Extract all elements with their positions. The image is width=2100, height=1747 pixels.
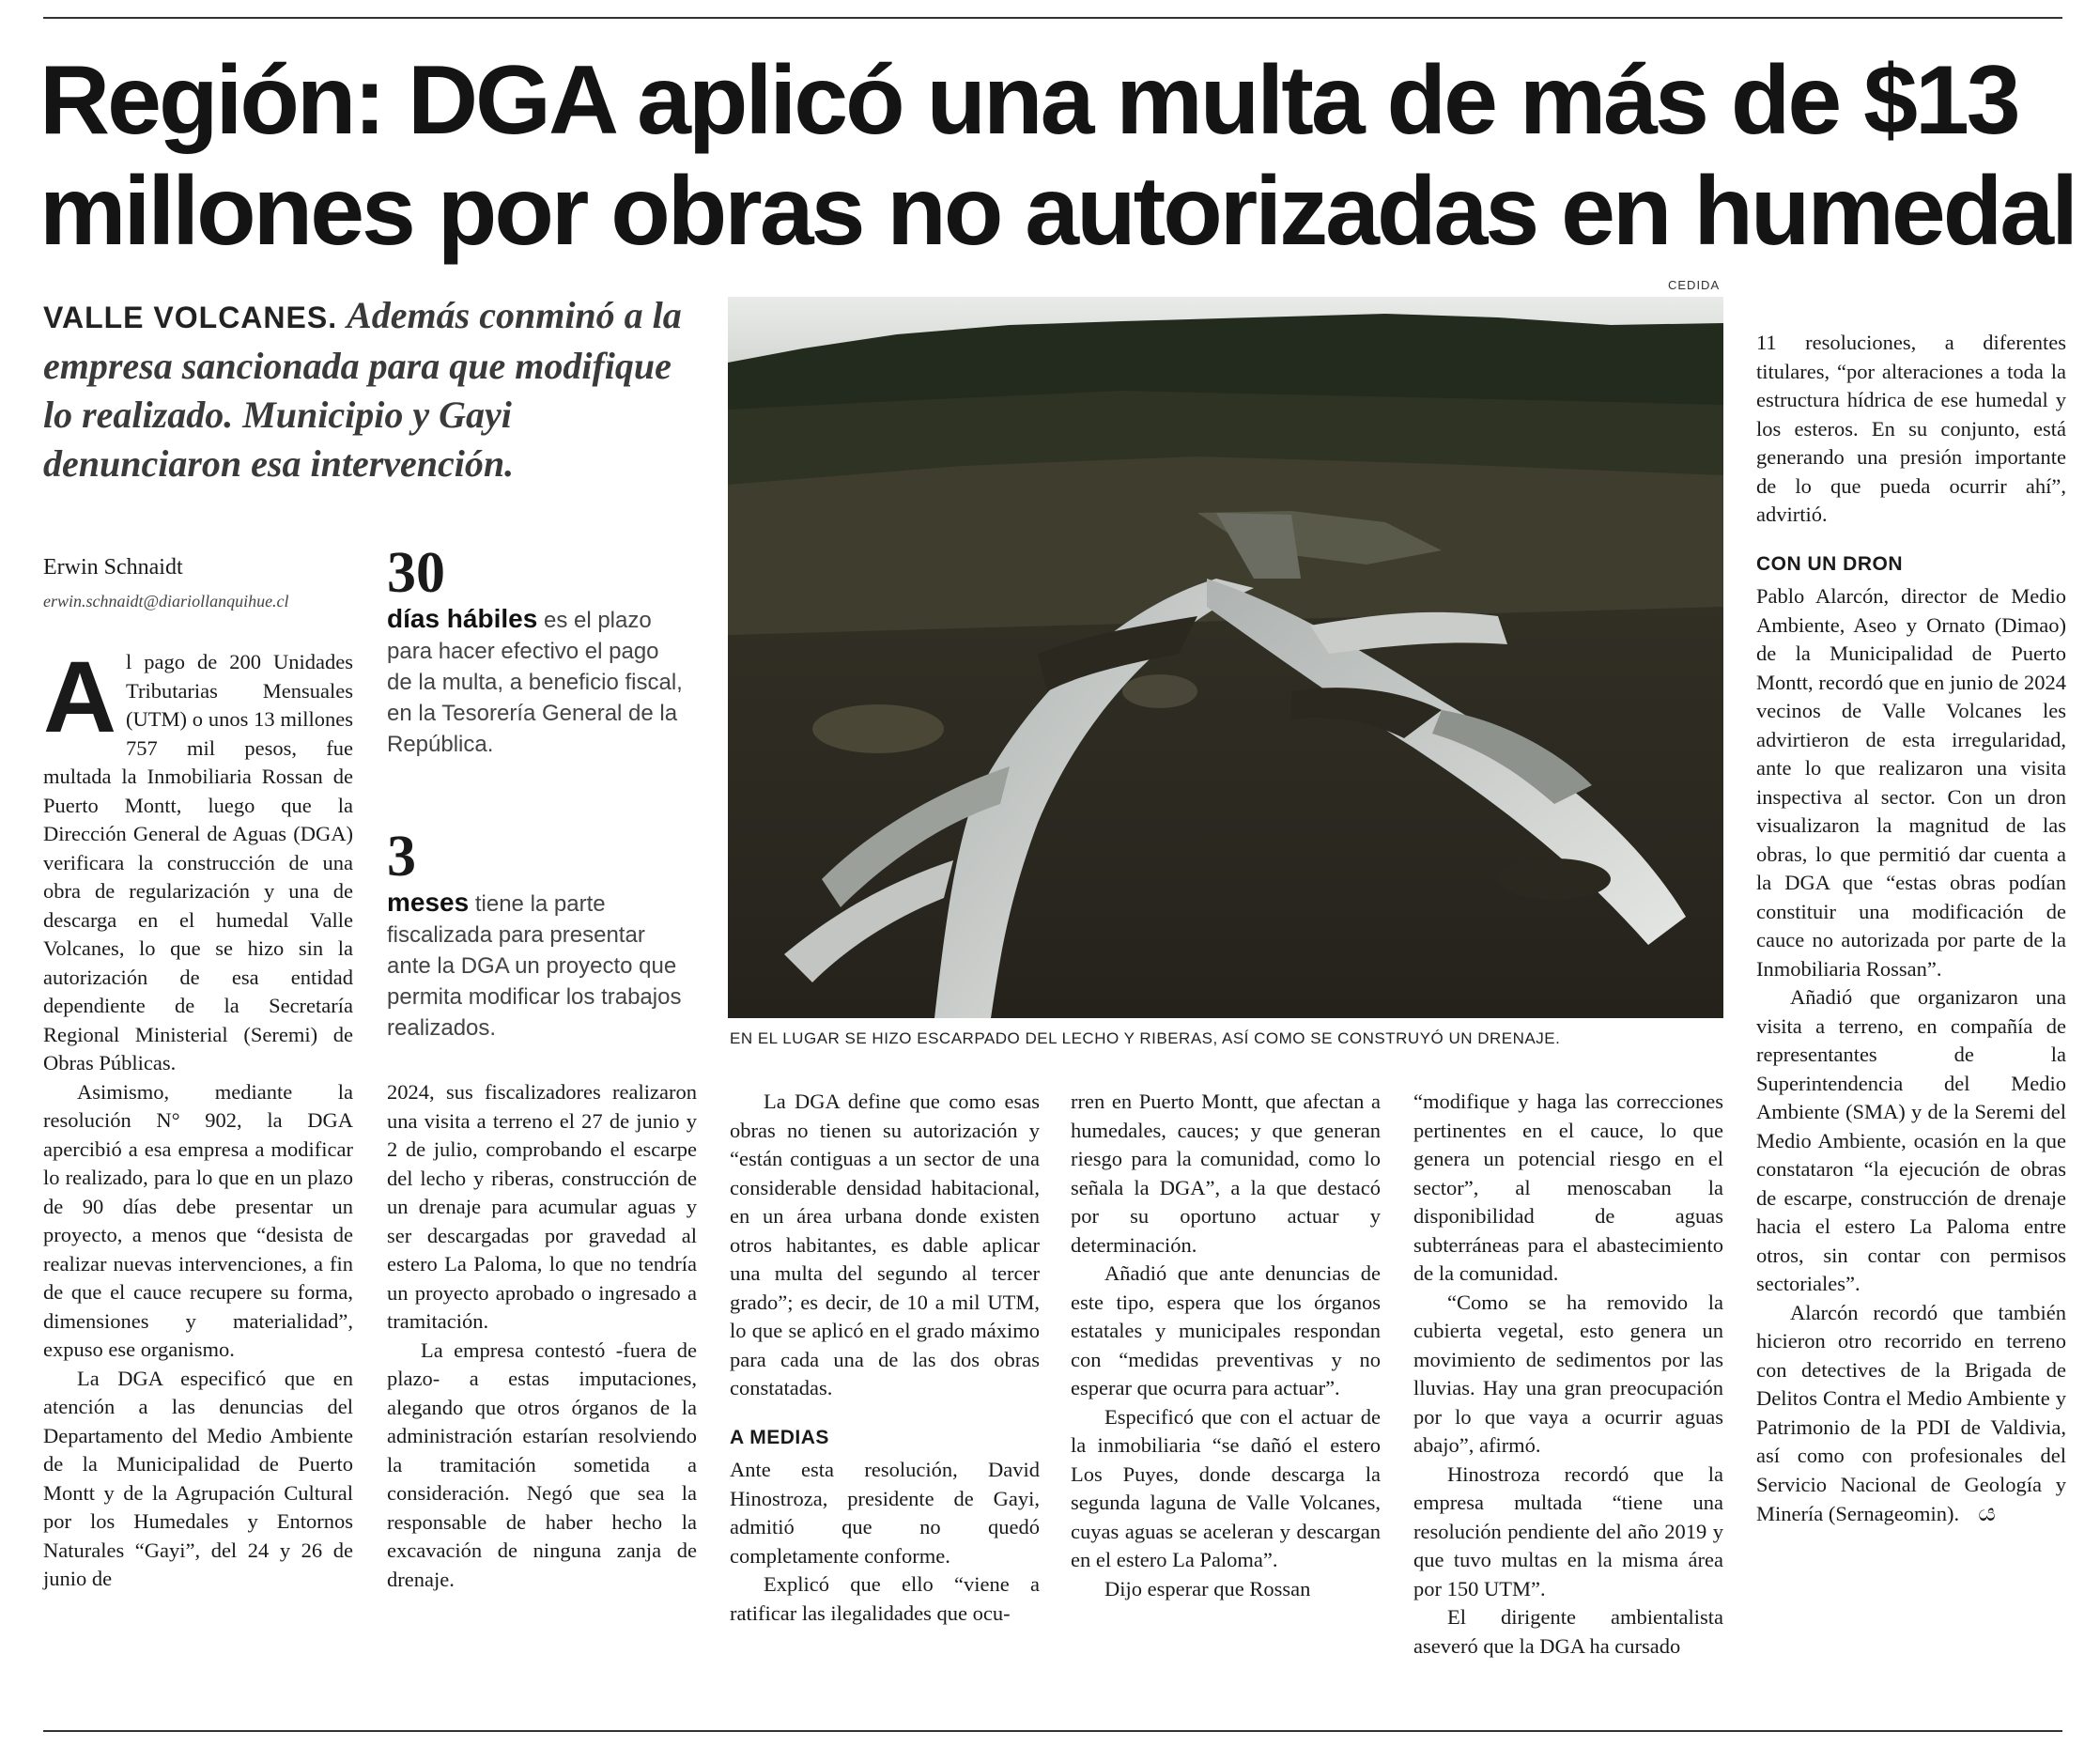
- paragraph: Ante esta resolución, David Hinostroza, presidente de Gayi, admitió que no quedó completamente conforme.: [730, 1458, 1040, 1568]
- paragraph: 2024, sus fiscalizadores realizaron una visita a terreno el 27 de junio y 2 de julio, comprobando el escarpe del lecho y riberas, construcción de un drenaje para acumular aguas y ser descargadas por gravedad al estero La Paloma, lo que no tendría un proyecto aprobado o ingresado a tramitación.: [387, 1080, 697, 1333]
- column-3: [730, 1088, 1040, 1628]
- column-4: [1071, 1088, 1381, 1603]
- end-mark-icon: ය: [1978, 1499, 1996, 1526]
- paragraph: Asimismo, mediante la resolución N° 902, la DGA apercibió a esa empresa a modificar lo realizado, para lo que en un plazo de 90 días debe presentar un proyecto, a menos que “desista de realizar nuevas intervenciones, a fin de que el cauce recupere su forma, dimensiones y materialidad”, expuso ese organismo.: [43, 1079, 353, 1361]
- paragraph: rren en Puerto Montt, que afectan a humedales, cauces; y que generan riesgo para la comunidad, como lo señala la DGA”, a la que destacó por su oportuno actuar y determinación.: [1071, 1090, 1381, 1257]
- author-name: Erwin Schnaidt: [43, 555, 183, 580]
- deck-kicker: VALLE VOLCANES.: [43, 301, 338, 334]
- subhead: CON UN DRON: [1756, 552, 1903, 575]
- subhead: A MEDIAS: [730, 1426, 829, 1448]
- fact-box-2: [387, 827, 687, 1044]
- paragraph: El dirigente ambientalista aseveró que la DGA ha cursado: [1413, 1605, 1723, 1658]
- drop-cap: A: [43, 640, 116, 753]
- bottom-rule: [43, 1730, 2062, 1732]
- fact-number: 3: [387, 825, 416, 889]
- deck-text: Además conminó a la empresa sancionada para que modifique lo realizado. Municipio y Gayi denunciaron esa intervención.: [43, 294, 682, 485]
- headline-line-2: millones por obras no autorizadas en humedal: [39, 157, 2076, 266]
- paragraph: Hinostroza recordó que la empresa multada “tiene una resolución pendiente del año 2019 y que tuvo multas en la misma área por 150 UTM”.: [1413, 1461, 1723, 1600]
- fact-box-1: [387, 543, 687, 760]
- paragraph: Añadió que organizaron una visita a terreno, en compañía de representantes de la Superintendencia del Medio Ambiente (SMA) y de la Seremi del Medio Ambiente, ocasión en la que constataron “la ejecución de obras de escarpe, construcción de drenaje hacia el estero La Paloma entre otros, sin contar con permisos sectoriales”.: [1756, 985, 2066, 1295]
- top-rule: [43, 17, 2062, 19]
- paragraph: La DGA define que como esas obras no tienen su autorización y “están contiguas a un sector de una considerable densidad habitacional, en un área urbana donde existen otros habitantes, es dable aplicar una multa del segundo al tercer grado”; es decir, de 10 a mil UTM, lo que se aplicó en el grado máximo para cada una de las dos obras constatadas.: [730, 1090, 1040, 1399]
- paragraph: La empresa contestó -fuera de plazo- a estas imputaciones, alegando que otros órganos de la administración estarían resolviendo la tramitación sometida a consideración. Negó que sea la responsable de haber hecho la excavación de ninguna zanja de drenaje.: [387, 1337, 697, 1591]
- column-6: [1756, 329, 2066, 1529]
- column-5: [1413, 1088, 1723, 1661]
- paragraph: La DGA especificó que en atención a las denuncias del Departamento del Medio Ambiente de la Municipalidad de Puerto Montt y de la Agrupación Cultural por los Humedales y Entornos Naturales “Gayi”, del 24 y 26 de junio de: [43, 1366, 353, 1590]
- paragraph: Añadió que ante denuncias de este tipo, espera que los órganos estatales y municipales respondan con “medidas preventivas y no esperar que ocurra para actuar”.: [1071, 1261, 1381, 1399]
- paragraph-text: l pago de 200 Unidades Tributarias Mensuales (UTM) o unos 13 millones 757 mil pesos, fue multada la Inmobiliaria Rossan de Puerto Montt, luego que la Dirección General de Aguas (DGA) verificara la construcción de una obra de regularización y una de descarga en el humedal Valle Volcanes, lo que se hizo sin la autorización de esa entidad dependiente de la Secretaría Regional Ministerial (Seremi) de Obras Públicas.: [43, 650, 353, 1074]
- paragraph: Especificó que con el actuar de la inmobiliaria “se dañó el estero Los Puyes, donde descarga la segunda laguna de Valle Volcanes, cuyas aguas se aceleran y descargan en el estero La Paloma”.: [1071, 1404, 1381, 1571]
- paragraph: [1756, 1299, 2066, 1529]
- fact-body: es el plazo para hacer efectivo el pago de la multa, a beneficio fiscal, en la Tesorería General de la República.: [387, 608, 683, 757]
- fact-text: [387, 887, 687, 1044]
- headline: [39, 45, 2076, 267]
- deck: [43, 291, 691, 488]
- wetland-photo-image: [728, 297, 1723, 1018]
- byline: [43, 554, 353, 614]
- author-email[interactable]: erwin.schnaidt@diariollanquihue.cl: [43, 592, 289, 611]
- paragraph-text: Alarcón recordó que también hicieron otro recorrido en terreno con detectives de la Brigada de Delitos Contra el Medio Ambiente y Patrimonio de la PDI de Valdivia, así como con profesionales del Servicio Nacional de Geología y Minería (Sernageomin).: [1756, 1300, 2066, 1525]
- photo-caption: EN EL LUGAR SE HIZO ESCARPADO DEL LECHO Y RIBERAS, ASÍ COMO SE CONSTRUYÓ UN DRENAJE.: [730, 1029, 1561, 1047]
- fact-number: 30: [387, 541, 445, 605]
- paragraph: Pablo Alarcón, director de Medio Ambiente, Aseo y Ornato (Dimao) de la Municipalidad de Puerto Montt, recordó que en junio de 2024 vecinos de Valle Volcanes les advirtieron de esta irregularidad, ante lo que realizaron una visita inspectiva al sector. Con un dron visualizaron la magnitud de las obras, lo que permitió dar cuenta a la DGA que “estas obras podían constituir una modificación de cauce no autorizada por parte de la Inmobiliaria Rossan”.: [1756, 584, 2066, 981]
- fact-text: [387, 603, 687, 760]
- fact-lead: días hábiles: [387, 604, 538, 633]
- paragraph: “Como se ha removido la cubierta vegetal, esto genera un movimiento de sedimentos por las lluvias. Hay una gran preocupación por lo que vaya a ocurrir aguas abajo”, afirmó.: [1413, 1290, 1723, 1457]
- wetland-photo: [728, 297, 1723, 1018]
- headline-line-1: Región: DGA aplicó una multa de más de $13: [39, 46, 2018, 155]
- paragraph: 11 resoluciones, a diferentes titulares, “por alteraciones a toda la estructura hídrica de ese humedal y los esteros. En su conjunto, está generando una presión importante de lo que pueda ocurrir ahí”, advirtió.: [1756, 331, 2066, 526]
- paragraph: [43, 640, 353, 1078]
- column-2: [387, 1078, 697, 1594]
- paragraph: Dijo esperar que Rossan: [1104, 1576, 1311, 1600]
- paragraph: Explicó que ello “viene a ratificar las ilegalidades que ocu-: [730, 1572, 1040, 1625]
- column-1: [43, 640, 353, 1594]
- fact-body: tiene la parte fiscalizada para presentar ante la DGA un proyecto que permita modificar los trabajos realizados.: [387, 891, 682, 1041]
- fact-lead: meses: [387, 888, 470, 917]
- photo-credit: CEDIDA: [1668, 278, 1721, 292]
- paragraph: “modifique y haga las correcciones pertinentes en el cauce, lo que genera un potencial riesgo en el sector”, al menoscaban la disponibilidad de aguas subterráneas para el abastecimiento de la comunidad.: [1413, 1090, 1723, 1285]
